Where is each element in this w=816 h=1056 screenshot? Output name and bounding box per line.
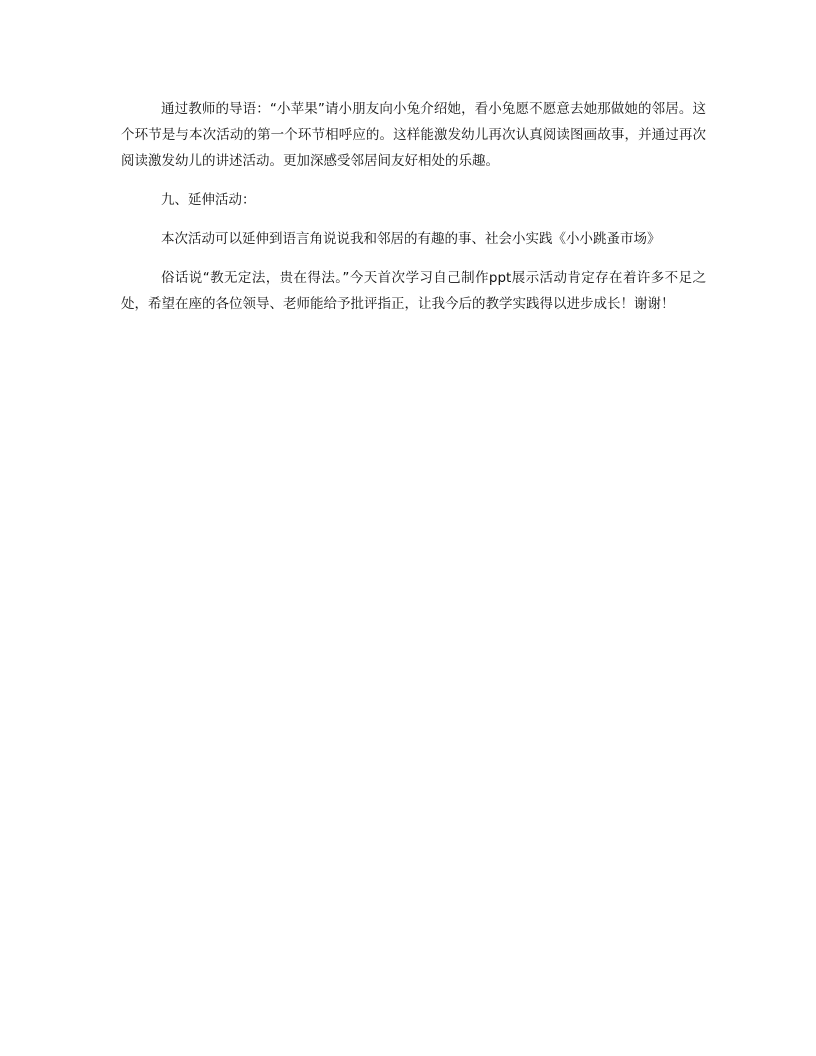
paragraph-closing-remarks: 俗话说“教无定法，贵在得法。”今天首次学习自己制作ppt展示活动肯定存在着许多不足之处，希望在座的各位领导、老师能给予批评指正，让我今后的教学实践得以进步成长！谢谢！	[121, 270, 706, 312]
paragraph-teacher-guidance: 通过教师的导语：“小苹果”请小朋友向小兔介绍她，看小兔愿不愿意去她那做她的邻居。这个环节是与本次活动的第一个环节相呼应的。这样能激发幼儿再次认真阅读图画故事，并通过再次阅读激发幼儿的讲述活动。更加深感受邻居间友好相处的乐趣。	[121, 101, 706, 169]
section-heading-extension-activity: 九、延伸活动：	[161, 192, 256, 208]
paragraph-extension-details: 本次活动可以延伸到语言角说说我和邻居的有趣的事、社会小实践《小小跳蚤市场》	[161, 231, 661, 247]
document-body	[121, 96, 706, 330]
